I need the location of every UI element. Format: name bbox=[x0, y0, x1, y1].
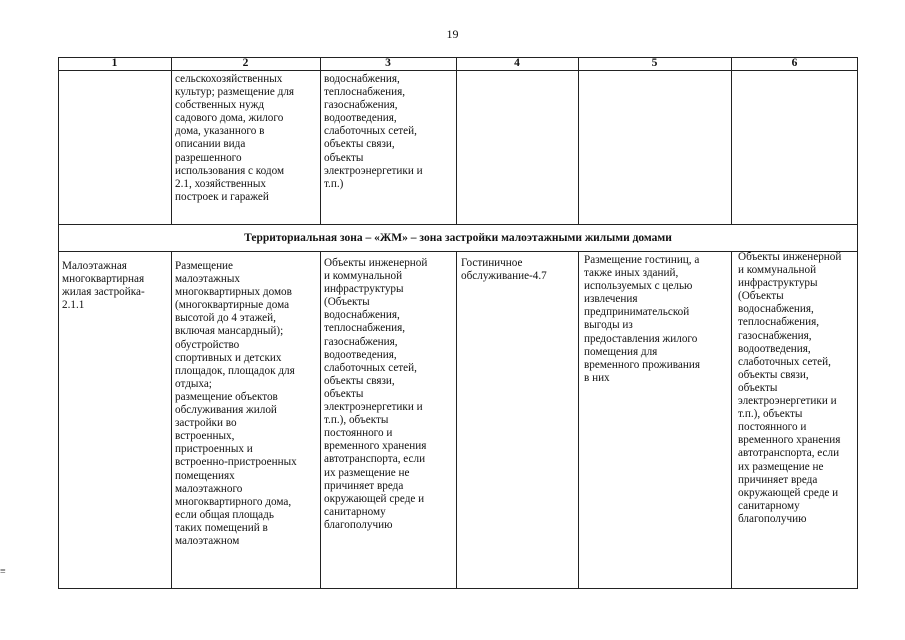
header-col-1: 1 bbox=[111, 57, 118, 69]
header-divider bbox=[58, 70, 858, 71]
zone-title: Территориальная зона – «ЖМ» – зона застройки малоэтажными жилыми домами bbox=[244, 232, 672, 244]
main-cell-2: Размещение малоэтажных многоквартирных домов (многоквартирные дома высотой до 4 этажей, включая мансардный); обустройство спортивных и детских площадок, площадок для отдыха; размещение объектов обслуживания жилой застройки во встроенных, пристроенных и встроенно-пристроенных помещениях малоэтажного многоквартирного дома, если общая площадь таких помещений в малоэтажном bbox=[175, 260, 297, 547]
continuation-cell-3: водоснабжения, теплоснабжения, газоснабжения, водоотведения, слаботочных сетей, объекты связи, объекты электроэнергетики и т.п.) bbox=[324, 73, 423, 190]
main-cell-4: Гостиничное обслуживание-4.7 bbox=[461, 257, 547, 283]
column-divider-1 bbox=[171, 57, 172, 224]
continuation-cell-2: сельскохозяйственных культур; размещение для собственных нужд садового дома, жилого дома, указанного в описании вида разрешенного использования с кодом 2.1, хозяйственных построек и гаражей bbox=[175, 73, 295, 203]
page-number: 19 bbox=[446, 27, 459, 41]
header-col-4: 4 bbox=[514, 57, 520, 69]
header-col-5: 5 bbox=[651, 57, 658, 69]
column-divider-5 bbox=[731, 57, 732, 224]
main-cell-3: Объекты инженерной и коммунальной инфраструктуры (Объекты водоснабжения, теплоснабжения, газоснабжения, водоотведения, слаботочных сетей, объекты связи, объекты электроэнергетики и т.п.), объекты постоянного и временного хранения автотранспорта, если их размещение не причиняет вреда окружающей среде и санитарному благополучию bbox=[324, 257, 428, 531]
column-divider-3 bbox=[456, 57, 457, 224]
column-divider-5b bbox=[731, 251, 732, 589]
table-border-right bbox=[857, 57, 858, 589]
column-divider-4 bbox=[578, 57, 579, 224]
column-divider-3b bbox=[456, 251, 457, 589]
table-border-bottom bbox=[58, 588, 858, 589]
header-col-3: 3 bbox=[385, 57, 391, 69]
column-divider-2b bbox=[320, 251, 321, 589]
column-divider-2 bbox=[320, 57, 321, 224]
main-cell-5: Размещение гостиниц, а также иных зданий, используемых с целью извлечения предпринимательской выгоды из предоставления жилого помещения для временного проживания в них bbox=[584, 254, 700, 384]
table-border-left bbox=[58, 57, 59, 589]
land-use-table bbox=[58, 57, 858, 589]
column-divider-4b bbox=[578, 251, 579, 589]
margin-mark: ≡ bbox=[0, 566, 6, 577]
main-cell-1: Малоэтажная многоквартирная жилая застройка- 2.1.1 bbox=[62, 260, 145, 312]
header-col-6: 6 bbox=[791, 57, 798, 69]
column-divider-1b bbox=[171, 251, 172, 589]
continuation-divider bbox=[58, 224, 858, 225]
main-cell-6: Объекты инженерной и коммунальной инфраструктуры (Объекты водоснабжения, теплоснабжения, газоснабжения, водоотведения, слаботочных сетей, объекты связи, объекты электроэнергетики и т.п.), объекты постоянного и временного хранения автотранспорта, если их размещение не причиняет вреда окружающей среде и санитарному благополучию bbox=[738, 251, 842, 525]
header-col-2: 2 bbox=[242, 57, 249, 69]
